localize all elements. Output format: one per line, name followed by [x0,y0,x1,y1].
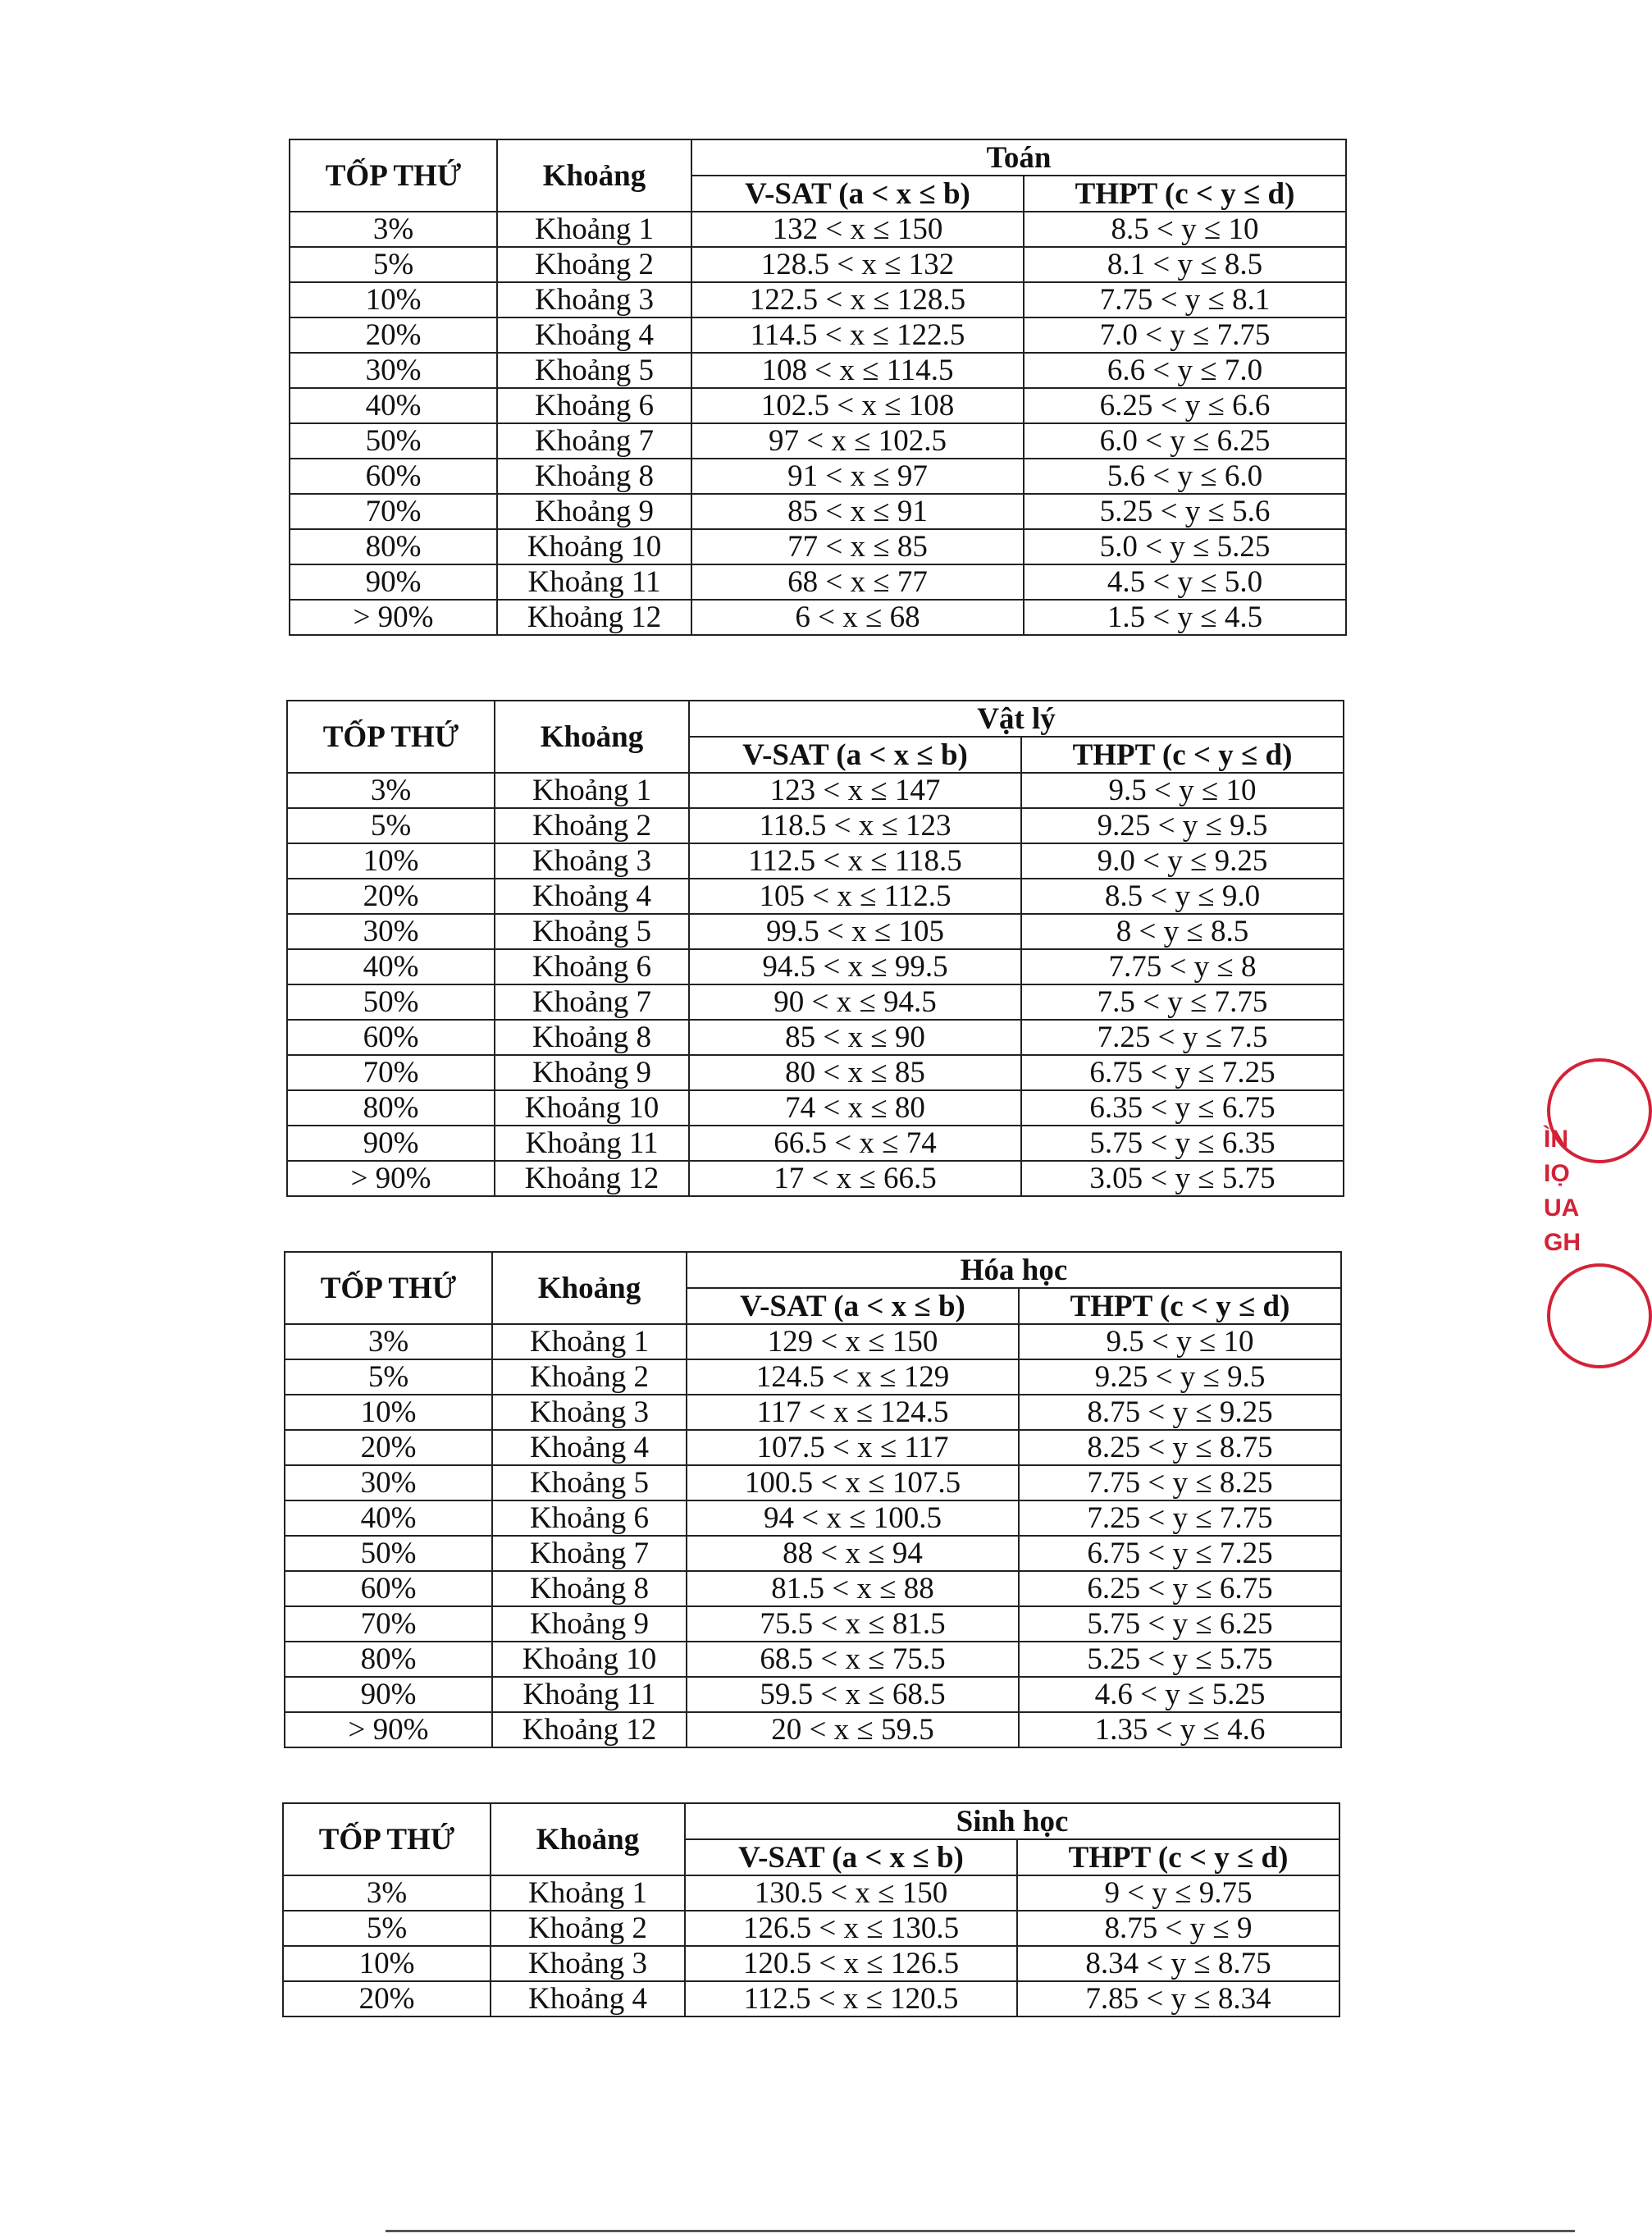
range-cell: Khoảng 5 [492,1465,687,1500]
range-cell: Khoảng 2 [492,1359,687,1395]
table-row [285,1712,1341,1747]
thpt-cell: 8.75 < y ≤ 9 [1017,1911,1339,1946]
top-cell: 20% [285,1430,492,1465]
thpt-cell: 8.1 < y ≤ 8.5 [1024,247,1346,282]
range-cell: Khoảng 8 [497,459,691,494]
vsat-cell: 118.5 < x ≤ 123 [689,808,1021,843]
top-cell: 10% [290,282,497,317]
official-stamp [1542,1058,1581,1329]
thpt-cell: 7.25 < y ≤ 7.75 [1019,1500,1341,1536]
header-thpt: THPT (c < y ≤ d) [1021,737,1344,773]
top-cell: 30% [287,914,495,949]
top-cell: 3% [287,773,495,808]
table-row [287,1020,1344,1055]
table-row [285,1395,1341,1430]
subject-title: Hóa học [687,1252,1341,1288]
table-row [287,914,1344,949]
vsat-cell: 68.5 < x ≤ 75.5 [687,1642,1019,1677]
thpt-cell: 6.6 < y ≤ 7.0 [1024,353,1346,388]
table-row [287,808,1344,843]
table-row [287,1055,1344,1090]
vsat-cell: 68 < x ≤ 77 [691,564,1024,600]
range-cell: Khoảng 8 [495,1020,689,1055]
vsat-cell: 107.5 < x ≤ 117 [687,1430,1019,1465]
header-top: TỐP THỨ [290,139,497,212]
thpt-cell: 7.5 < y ≤ 7.75 [1021,984,1344,1020]
top-cell: 10% [283,1946,491,1981]
vsat-cell: 112.5 < x ≤ 118.5 [689,843,1021,879]
top-cell: 3% [290,212,497,247]
subject-title: Vật lý [689,701,1344,737]
top-cell: 30% [285,1465,492,1500]
table-row [285,1324,1341,1359]
thpt-cell: 7.25 < y ≤ 7.5 [1021,1020,1344,1055]
table-sinh-hoc [282,1802,1340,2017]
range-cell: Khoảng 11 [495,1126,689,1161]
thpt-cell: 5.25 < y ≤ 5.6 [1024,494,1346,529]
range-cell: Khoảng 1 [492,1324,687,1359]
vsat-cell: 123 < x ≤ 147 [689,773,1021,808]
vsat-cell: 100.5 < x ≤ 107.5 [687,1465,1019,1500]
top-cell: 80% [287,1090,495,1126]
table-row [287,1090,1344,1126]
thpt-cell: 9.5 < y ≤ 10 [1021,773,1344,808]
top-cell: 3% [285,1324,492,1359]
table-row [283,1875,1339,1911]
header-vsat: V-SAT (a < x ≤ b) [691,176,1024,212]
top-cell: > 90% [290,600,497,635]
range-cell: Khoảng 10 [497,529,691,564]
table-row [290,459,1346,494]
top-cell: 50% [290,423,497,459]
header-vsat: V-SAT (a < x ≤ b) [689,737,1021,773]
table-row [287,1126,1344,1161]
table-row [283,1911,1339,1946]
top-cell: 10% [285,1395,492,1430]
table-row [283,1946,1339,1981]
thpt-cell: 1.5 < y ≤ 4.5 [1024,600,1346,635]
thpt-cell: 6.25 < y ≤ 6.75 [1019,1571,1341,1606]
top-cell: > 90% [285,1712,492,1747]
thpt-cell: 8.5 < y ≤ 9.0 [1021,879,1344,914]
range-cell: Khoảng 1 [491,1875,685,1911]
thpt-cell: 5.75 < y ≤ 6.35 [1021,1126,1344,1161]
header-vsat: V-SAT (a < x ≤ b) [687,1288,1019,1324]
range-cell: Khoảng 3 [495,843,689,879]
top-cell: 40% [285,1500,492,1536]
top-cell: 80% [290,529,497,564]
footer-divider [386,2230,1575,2232]
vsat-cell: 124.5 < x ≤ 129 [687,1359,1019,1395]
subject-title: Toán [691,139,1346,176]
thpt-cell: 5.0 < y ≤ 5.25 [1024,529,1346,564]
top-cell: 40% [287,949,495,984]
range-cell: Khoảng 3 [492,1395,687,1430]
top-cell: 20% [287,879,495,914]
range-cell: Khoảng 4 [491,1981,685,2016]
vsat-cell: 74 < x ≤ 80 [689,1090,1021,1126]
thpt-cell: 6.75 < y ≤ 7.25 [1021,1055,1344,1090]
vsat-cell: 122.5 < x ≤ 128.5 [691,282,1024,317]
range-cell: Khoảng 4 [497,317,691,353]
thpt-cell: 6.0 < y ≤ 6.25 [1024,423,1346,459]
thpt-cell: 7.85 < y ≤ 8.34 [1017,1981,1339,2016]
top-cell: 40% [290,388,497,423]
vsat-cell: 85 < x ≤ 90 [689,1020,1021,1055]
vsat-cell: 120.5 < x ≤ 126.5 [685,1946,1017,1981]
table-row [290,423,1346,459]
vsat-cell: 94 < x ≤ 100.5 [687,1500,1019,1536]
vsat-cell: 117 < x ≤ 124.5 [687,1395,1019,1430]
top-cell: 50% [285,1536,492,1571]
top-cell: 10% [287,843,495,879]
top-cell: 60% [287,1020,495,1055]
range-cell: Khoảng 1 [497,212,691,247]
stamp-text: ÌN IỌ UA GH [1544,1126,1581,1256]
vsat-cell: 59.5 < x ≤ 68.5 [687,1677,1019,1712]
vsat-cell: 75.5 < x ≤ 81.5 [687,1606,1019,1642]
vsat-cell: 99.5 < x ≤ 105 [689,914,1021,949]
header-thpt: THPT (c < y ≤ d) [1024,176,1346,212]
table-row [287,1161,1344,1196]
table-row [285,1642,1341,1677]
vsat-cell: 90 < x ≤ 94.5 [689,984,1021,1020]
vsat-cell: 81.5 < x ≤ 88 [687,1571,1019,1606]
range-cell: Khoảng 2 [495,808,689,843]
thpt-cell: 9.0 < y ≤ 9.25 [1021,843,1344,879]
header-range: Khoảng [497,139,691,212]
vsat-cell: 6 < x ≤ 68 [691,600,1024,635]
top-cell: 70% [290,494,497,529]
table-row [285,1536,1341,1571]
header-range: Khoảng [492,1252,687,1324]
header-range: Khoảng [491,1803,685,1875]
top-cell: 80% [285,1642,492,1677]
thpt-cell: 8.25 < y ≤ 8.75 [1019,1430,1341,1465]
top-cell: 90% [290,564,497,600]
range-cell: Khoảng 6 [492,1500,687,1536]
thpt-cell: 6.75 < y ≤ 7.25 [1019,1536,1341,1571]
thpt-cell: 4.6 < y ≤ 5.25 [1019,1677,1341,1712]
header-vsat: V-SAT (a < x ≤ b) [685,1839,1017,1875]
vsat-cell: 91 < x ≤ 97 [691,459,1024,494]
vsat-cell: 126.5 < x ≤ 130.5 [685,1911,1017,1946]
table-row [287,773,1344,808]
table-row [290,600,1346,635]
table-row [290,529,1346,564]
thpt-cell: 5.6 < y ≤ 6.0 [1024,459,1346,494]
range-cell: Khoảng 5 [497,353,691,388]
range-cell: Khoảng 3 [497,282,691,317]
thpt-cell: 7.0 < y ≤ 7.75 [1024,317,1346,353]
header-range: Khoảng [495,701,689,773]
table-row [285,1359,1341,1395]
range-cell: Khoảng 10 [492,1642,687,1677]
range-cell: Khoảng 9 [497,494,691,529]
range-cell: Khoảng 7 [497,423,691,459]
table-row [290,317,1346,353]
top-cell: 20% [283,1981,491,2016]
vsat-cell: 85 < x ≤ 91 [691,494,1024,529]
range-cell: Khoảng 12 [497,600,691,635]
table-row [285,1571,1341,1606]
vsat-cell: 108 < x ≤ 114.5 [691,353,1024,388]
table-row [290,247,1346,282]
thpt-cell: 6.35 < y ≤ 6.75 [1021,1090,1344,1126]
vsat-cell: 17 < x ≤ 66.5 [689,1161,1021,1196]
top-cell: 30% [290,353,497,388]
table-row [283,1981,1339,2016]
table-hoa-hoc [284,1251,1342,1748]
vsat-cell: 129 < x ≤ 150 [687,1324,1019,1359]
range-cell: Khoảng 6 [495,949,689,984]
table-row [287,843,1344,879]
range-cell: Khoảng 5 [495,914,689,949]
top-cell: 70% [287,1055,495,1090]
table-row [290,388,1346,423]
range-cell: Khoảng 4 [495,879,689,914]
header-top: TỐP THỨ [287,701,495,773]
top-cell: 5% [287,808,495,843]
thpt-cell: 3.05 < y ≤ 5.75 [1021,1161,1344,1196]
vsat-cell: 80 < x ≤ 85 [689,1055,1021,1090]
table-row [285,1677,1341,1712]
thpt-cell: 5.75 < y ≤ 6.25 [1019,1606,1341,1642]
top-cell: 60% [285,1571,492,1606]
range-cell: Khoảng 11 [497,564,691,600]
vsat-cell: 97 < x ≤ 102.5 [691,423,1024,459]
table-row [285,1465,1341,1500]
vsat-cell: 114.5 < x ≤ 122.5 [691,317,1024,353]
top-cell: 20% [290,317,497,353]
range-cell: Khoảng 1 [495,773,689,808]
range-cell: Khoảng 7 [495,984,689,1020]
vsat-cell: 132 < x ≤ 150 [691,212,1024,247]
range-cell: Khoảng 11 [492,1677,687,1712]
table-row [285,1430,1341,1465]
thpt-cell: 1.35 < y ≤ 4.6 [1019,1712,1341,1747]
table-row [290,564,1346,600]
vsat-cell: 130.5 < x ≤ 150 [685,1875,1017,1911]
header-top: TỐP THỨ [285,1252,492,1324]
thpt-cell: 9.5 < y ≤ 10 [1019,1324,1341,1359]
range-cell: Khoảng 2 [491,1911,685,1946]
table-row [285,1500,1341,1536]
thpt-cell: 8 < y ≤ 8.5 [1021,914,1344,949]
top-cell: > 90% [287,1161,495,1196]
top-cell: 50% [287,984,495,1020]
range-cell: Khoảng 3 [491,1946,685,1981]
range-cell: Khoảng 12 [492,1712,687,1747]
thpt-cell: 8.5 < y ≤ 10 [1024,212,1346,247]
top-cell: 90% [285,1677,492,1712]
range-cell: Khoảng 8 [492,1571,687,1606]
table-toan [289,139,1347,636]
range-cell: Khoảng 2 [497,247,691,282]
top-cell: 60% [290,459,497,494]
top-cell: 5% [285,1359,492,1395]
top-cell: 5% [283,1911,491,1946]
top-cell: 90% [287,1126,495,1161]
range-cell: Khoảng 12 [495,1161,689,1196]
table-row [290,494,1346,529]
thpt-cell: 4.5 < y ≤ 5.0 [1024,564,1346,600]
range-cell: Khoảng 6 [497,388,691,423]
vsat-cell: 20 < x ≤ 59.5 [687,1712,1019,1747]
table-row [290,282,1346,317]
thpt-cell: 7.75 < y ≤ 8.1 [1024,282,1346,317]
vsat-cell: 66.5 < x ≤ 74 [689,1126,1021,1161]
range-cell: Khoảng 10 [495,1090,689,1126]
thpt-cell: 7.75 < y ≤ 8.25 [1019,1465,1341,1500]
thpt-cell: 6.25 < y ≤ 6.6 [1024,388,1346,423]
header-thpt: THPT (c < y ≤ d) [1017,1839,1339,1875]
table-row [285,1606,1341,1642]
table-vat-ly [286,700,1344,1197]
thpt-cell: 9.25 < y ≤ 9.5 [1021,808,1344,843]
vsat-cell: 102.5 < x ≤ 108 [691,388,1024,423]
subject-title: Sinh học [685,1803,1339,1839]
table-row [287,949,1344,984]
vsat-cell: 94.5 < x ≤ 99.5 [689,949,1021,984]
top-cell: 70% [285,1606,492,1642]
thpt-cell: 5.25 < y ≤ 5.75 [1019,1642,1341,1677]
thpt-cell: 9 < y ≤ 9.75 [1017,1875,1339,1911]
thpt-cell: 9.25 < y ≤ 9.5 [1019,1359,1341,1395]
vsat-cell: 112.5 < x ≤ 120.5 [685,1981,1017,2016]
range-cell: Khoảng 4 [492,1430,687,1465]
vsat-cell: 88 < x ≤ 94 [687,1536,1019,1571]
vsat-cell: 77 < x ≤ 85 [691,529,1024,564]
table-row [290,353,1346,388]
table-row [287,879,1344,914]
table-row [290,212,1346,247]
vsat-cell: 105 < x ≤ 112.5 [689,879,1021,914]
range-cell: Khoảng 7 [492,1536,687,1571]
top-cell: 3% [283,1875,491,1911]
top-cell: 5% [290,247,497,282]
range-cell: Khoảng 9 [492,1606,687,1642]
table-row [287,984,1344,1020]
stamp-ring-bottom [1547,1263,1652,1368]
thpt-cell: 8.75 < y ≤ 9.25 [1019,1395,1341,1430]
header-top: TỐP THỨ [283,1803,491,1875]
header-thpt: THPT (c < y ≤ d) [1019,1288,1341,1324]
range-cell: Khoảng 9 [495,1055,689,1090]
thpt-cell: 8.34 < y ≤ 8.75 [1017,1946,1339,1981]
vsat-cell: 128.5 < x ≤ 132 [691,247,1024,282]
thpt-cell: 7.75 < y ≤ 8 [1021,949,1344,984]
